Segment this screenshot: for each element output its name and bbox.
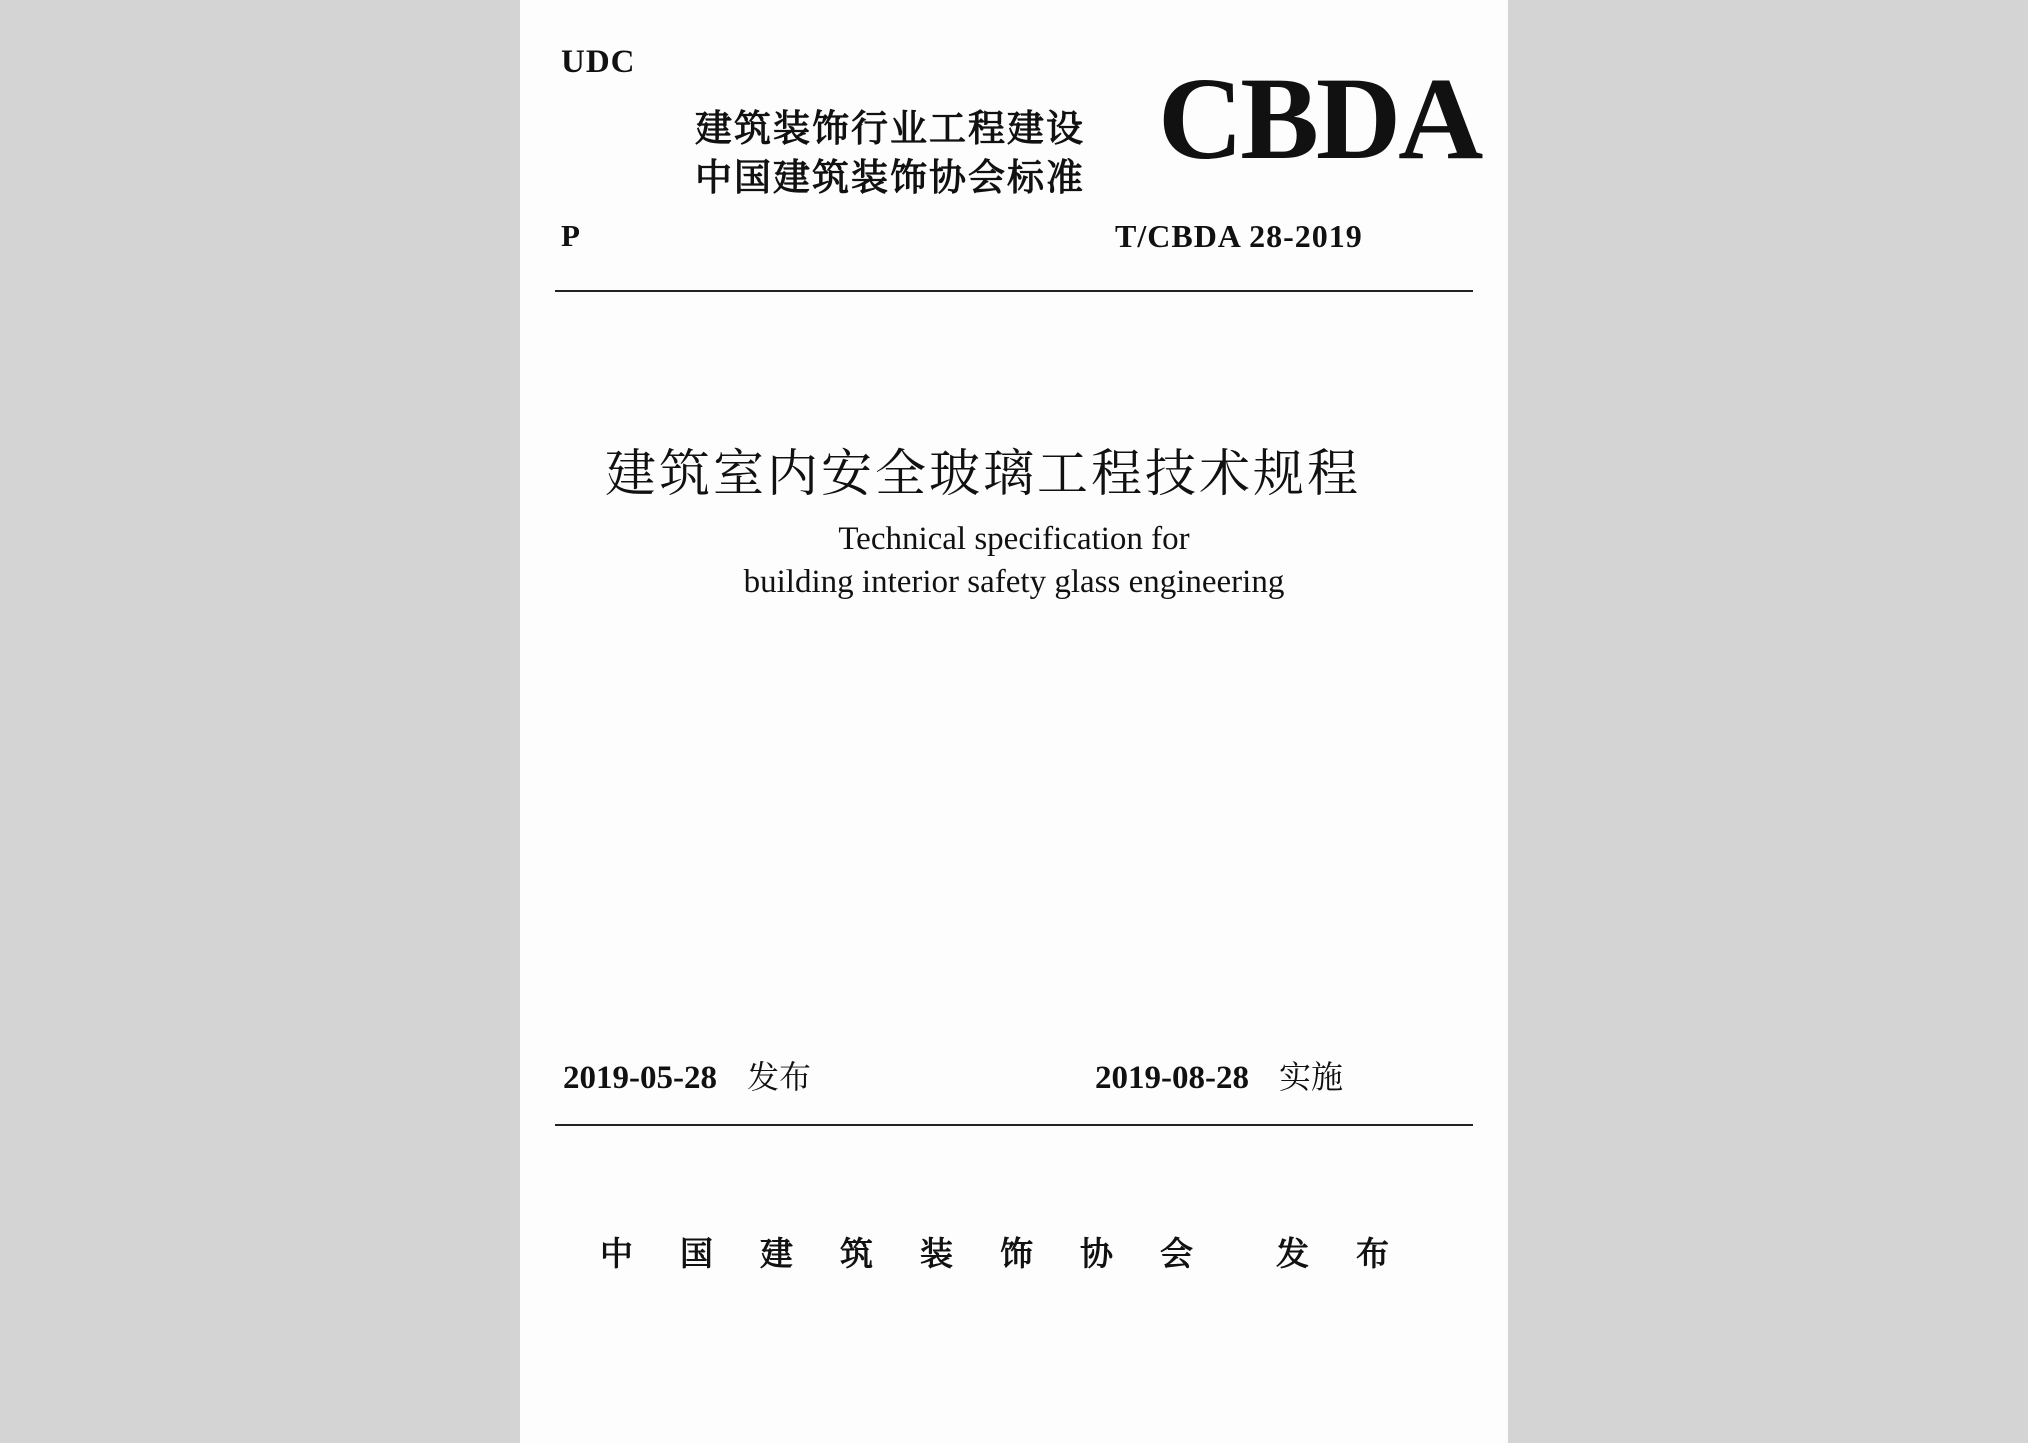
issue-date: 2019-05-28 xyxy=(563,1060,717,1096)
effective-label: 实施 xyxy=(1278,1058,1343,1096)
issuer-block xyxy=(695,104,1085,202)
cbda-logo: CBDA xyxy=(1158,53,1481,184)
udc-label: UDC xyxy=(561,44,636,80)
title-english-line-1: Technical specification for xyxy=(838,521,1190,557)
issue-label: 发布 xyxy=(746,1058,811,1096)
classification-code: P xyxy=(561,218,580,253)
publisher-line xyxy=(600,1228,1436,1275)
publish-label: 发布 xyxy=(1276,1234,1436,1273)
publisher-name: 中国建筑装饰协会 xyxy=(600,1234,1240,1273)
effective-date-block xyxy=(1095,1052,1343,1098)
header-divider xyxy=(555,290,1473,292)
issuer-line-2: 中国建筑装饰协会标准 xyxy=(695,156,1085,199)
footer-divider xyxy=(555,1124,1473,1126)
issuer-line-1: 建筑装饰行业工程建设 xyxy=(695,107,1085,150)
standard-cover-page xyxy=(520,0,1508,1443)
title-english-line-2: building interior safety glass engineering xyxy=(743,564,1285,600)
title-english xyxy=(520,518,1508,604)
standard-number: T/CBDA 28-2019 xyxy=(1115,218,1363,254)
title-chinese: 建筑室内安全玻璃工程技术规程 xyxy=(605,445,1362,504)
issue-date-block xyxy=(563,1052,811,1098)
effective-date: 2019-08-28 xyxy=(1095,1060,1249,1096)
